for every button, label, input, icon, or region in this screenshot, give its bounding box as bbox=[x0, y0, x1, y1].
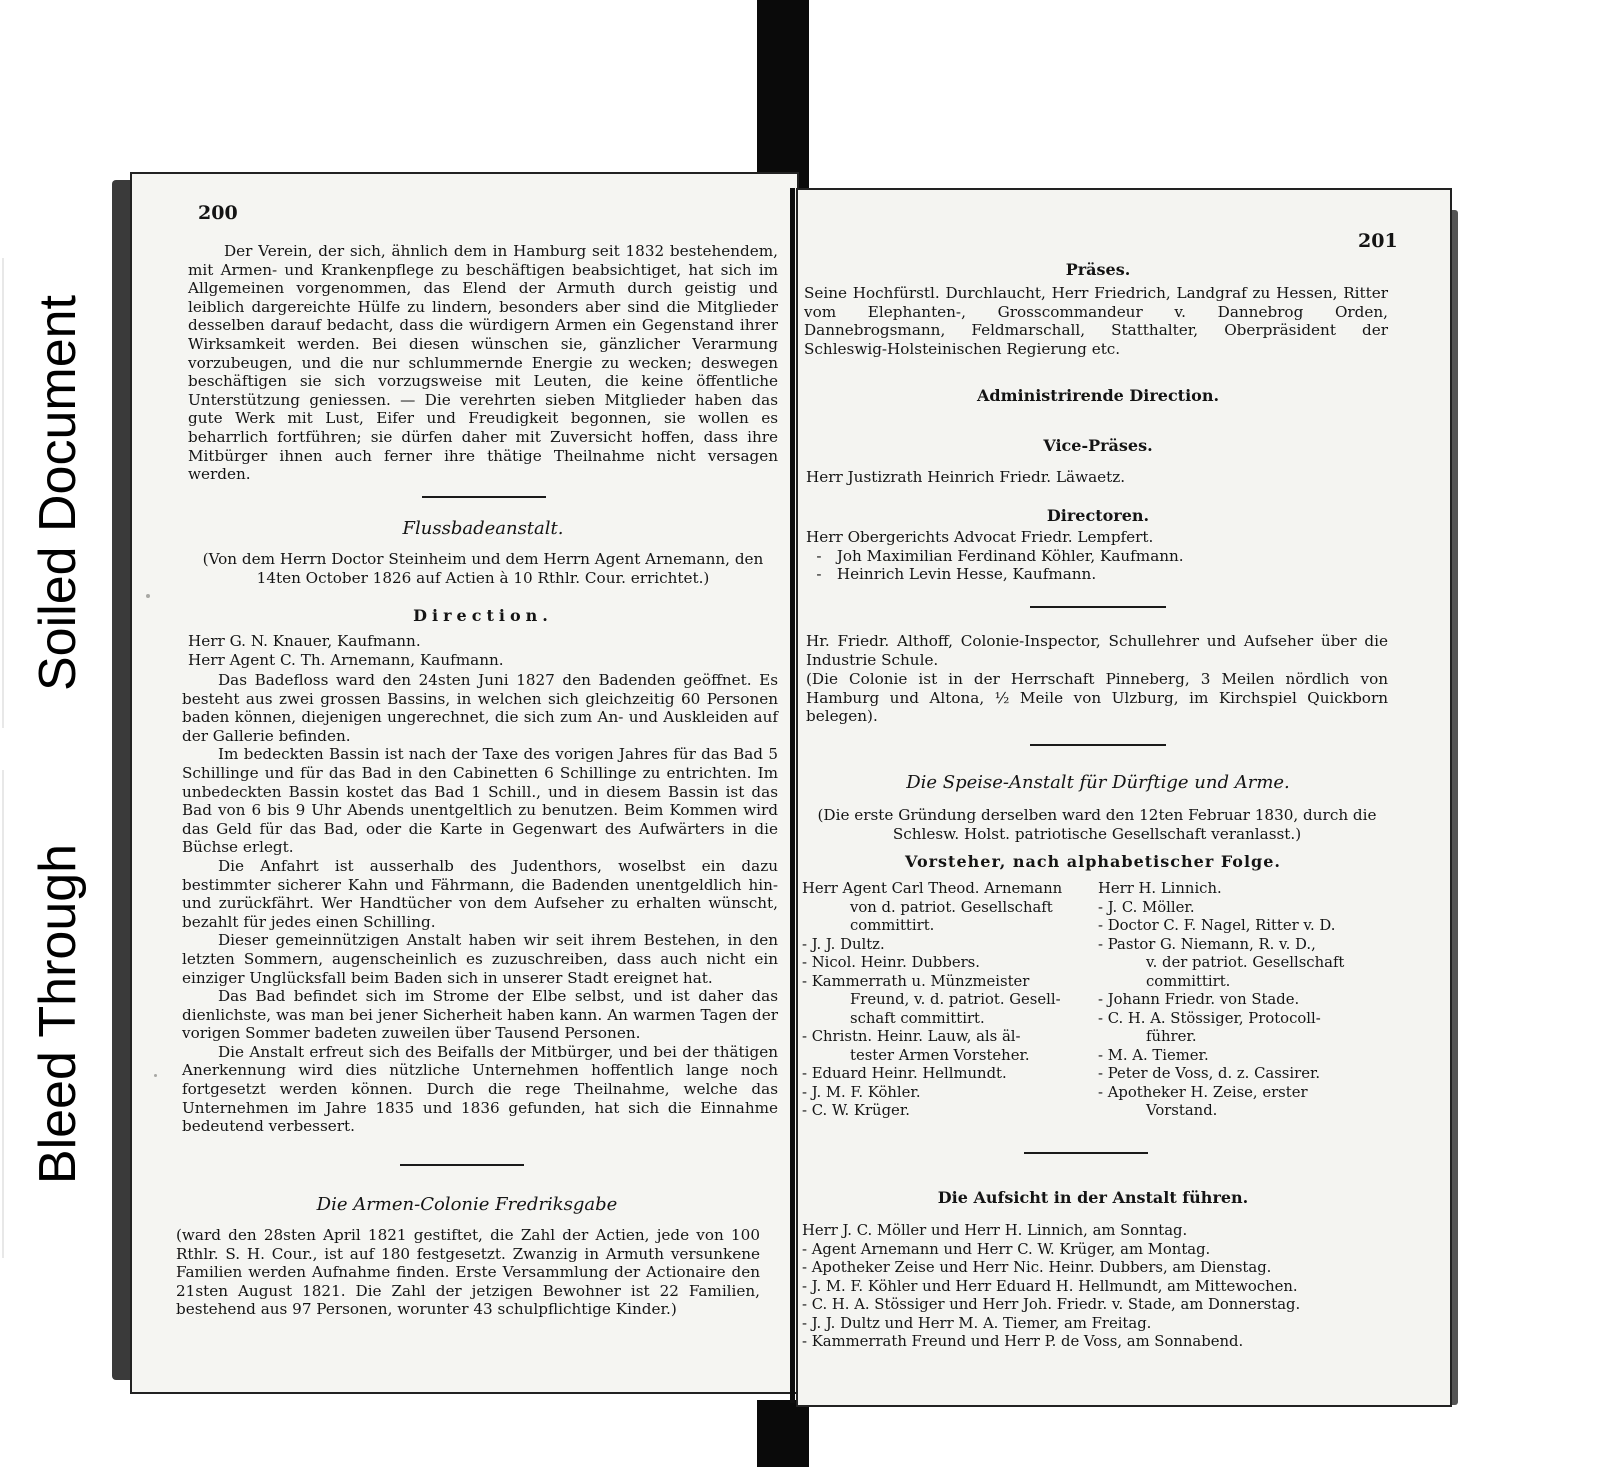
flussbadeanstalt-founding bbox=[188, 550, 778, 587]
speise-anstalt-founding-text: (Die erste Gründung derselben ward den 12ten Februar 1830, durch die Schlesw. Holst. patriotische Gesellschaft veranlasst.) bbox=[817, 806, 1377, 843]
book-binding bbox=[790, 188, 795, 1403]
althoff-entry bbox=[806, 632, 1388, 669]
section-divider bbox=[1030, 744, 1166, 746]
directoren-member: Herr Obergerichts Advocat Friedr. Lempfert. bbox=[806, 528, 1154, 546]
section-divider bbox=[1024, 1152, 1148, 1154]
aufsicht-entry: - Apotheker Zeise und Herr Nic. Heinr. Dubbers, am Dienstag. bbox=[802, 1259, 1272, 1276]
section-title-vorsteher: Vorsteher, nach alphabetischer Folge. bbox=[905, 852, 1281, 871]
section-title-aufsicht: Die Aufsicht in der Anstalt führen. bbox=[937, 1188, 1249, 1207]
vorsteher-entry: - Pastor G. Niemann, R. v. D., bbox=[1098, 935, 1316, 953]
page-number: 201 bbox=[1358, 230, 1398, 252]
vorsteher-entry: - Nicol. Heinr. Dubbers. bbox=[802, 954, 980, 971]
section-title-praeses: Präses. bbox=[1065, 260, 1131, 279]
vorsteher-entry: - M. A. Tiemer. bbox=[1098, 1046, 1209, 1064]
vorsteher-entry: Freund, v. d. patriot. Gesell- bbox=[850, 991, 1061, 1008]
vorsteher-entry: - Apotheker H. Zeise, erster bbox=[1098, 1083, 1308, 1101]
vorsteher-entry: committirt. bbox=[1146, 972, 1231, 990]
ditto-dash: - bbox=[816, 565, 822, 584]
vorsteher-entry: - J. M. F. Köhler. bbox=[802, 1083, 921, 1101]
vorsteher-entry: Herr Agent Carl Theod. Arnemann bbox=[802, 880, 1063, 897]
directoren-list bbox=[806, 528, 1184, 584]
praeses-text bbox=[804, 284, 1388, 358]
direction-member: Herr G. N. Knauer, Kaufmann. bbox=[188, 632, 421, 650]
vorsteher-entry: führer. bbox=[1146, 1028, 1197, 1045]
vorsteher-entry: Vorstand. bbox=[1146, 1102, 1218, 1119]
vorsteher-entry: committirt. bbox=[850, 917, 935, 934]
aufsicht-entry: - C. H. A. Stössiger und Herr Joh. Friedr. v. Stade, am Donnerstag. bbox=[802, 1296, 1301, 1313]
directoren-member bbox=[806, 565, 1184, 584]
vorsteher-entry: - J. C. Möller. bbox=[1098, 898, 1195, 916]
bleed-through-text: Bleed Through bbox=[29, 843, 87, 1185]
intro-paragraph bbox=[188, 242, 778, 484]
aufsicht-entry: - J. M. F. Köhler und Herr Eduard H. Hellmundt, am Mittewochen. bbox=[802, 1277, 1298, 1295]
colonie-location-text: (Die Colonie ist in der Herrschaft Pinneberg, 3 Meilen nördlich von Hamburg und Altona, ½ Meile von Ulzburg, im Kirchspiel Quickborn belegen). bbox=[806, 670, 1388, 726]
vorsteher-entry: - Kammerrath u. Münzmeister bbox=[802, 972, 1030, 990]
gutter-bar-bottom bbox=[757, 1400, 809, 1467]
page-soil-speck bbox=[146, 594, 150, 598]
section-title-flussbadeanstalt: Flussbadeanstalt. bbox=[402, 518, 564, 539]
body-paragraph: Das Badefloss ward den 24sten Juni 1827 den Badenden geöffnet. Es besteht aus zwei grossen Bassins, in welchen sich gleichzeitig 60 Personen baden können, diejenigen ungerechnet, die sich zum An- und Auskleiden auf der Gallerie befinden. bbox=[182, 671, 778, 745]
aufsicht-entry: Herr J. C. Möller und Herr H. Linnich, am Sonntag. bbox=[802, 1222, 1188, 1239]
page-soil-speck bbox=[154, 1074, 157, 1077]
direction-member: Herr Agent C. Th. Arnemann, Kaufmann. bbox=[188, 650, 504, 669]
vorsteher-entry: von d. patriot. Gesellschaft bbox=[850, 898, 1053, 916]
directoren-member bbox=[806, 547, 1184, 566]
vorsteher-list-right bbox=[1098, 880, 1398, 1121]
vice-praeses-entry: Herr Justizrath Heinrich Friedr. Läwaetz. bbox=[806, 468, 1126, 486]
aufsicht-entry: - J. J. Dultz und Herr M. A. Tiemer, am Freitag. bbox=[802, 1314, 1152, 1332]
gutter-bar-top bbox=[757, 0, 809, 188]
vorsteher-list-left bbox=[802, 880, 1102, 1121]
armen-colonie-paragraph: (ward den 28sten April 1821 gestiftet, die Zahl der Actien, jede von 100 Rthlr. S. H. Cour., ist auf 180 festgesetzt. Zwanzig in Armuth versunkene Familien werden Aufnahme finden. Erste Versammlung der Actionaire den 21sten August 1821. Die Zahl der jetzigen Bewohner ist 22 Familien, bestehend aus 97 Personen, worunter 43 schulpflichtige Kinder.) bbox=[176, 1226, 760, 1319]
speise-anstalt-founding bbox=[806, 806, 1388, 843]
section-title-speise-anstalt: Die Speise-Anstalt für Dürftige und Arme. bbox=[906, 772, 1290, 793]
armen-colonie-text bbox=[176, 1226, 760, 1319]
page-number: 200 bbox=[198, 202, 238, 224]
section-divider bbox=[422, 496, 546, 498]
aufsicht-entry: - Kammerrath Freund und Herr P. de Voss, am Sonnabend. bbox=[802, 1333, 1244, 1350]
section-title-administrirende-direction: Administrirende Direction. bbox=[976, 386, 1220, 405]
althoff-text: Hr. Friedr. Althoff, Colonie-Inspector, Schullehrer und Aufseher über die Industrie Schule. bbox=[806, 632, 1388, 669]
praeses-paragraph: Seine Hochfürstl. Durchlaucht, Herr Friedrich, Landgraf zu Hessen, Ritter vom Elephanten-, Grosscommandeur v. Dannebrog Orden, Dannebrogsmann, Feldmarschall, Statthalter, Oberpräsident der Schleswig-Holsteinischen Regierung etc. bbox=[804, 284, 1388, 358]
aufsicht-entry: - Agent Arnemann und Herr C. W. Krüger, am Montag. bbox=[802, 1240, 1211, 1258]
flussbadeanstalt-founding-text: (Von dem Herrn Doctor Steinheim und dem Herrn Agent Arnemann, den 14ten October 1826 auf Actien à 10 Rthlr. Cour. errichtet.) bbox=[202, 550, 764, 587]
body-paragraph: Die Anfahrt ist ausserhalb des Judenthors, woselbst ein dazu bestimmter sicherer Kahn und Fährmann, die Badenden unentgeldlich hin- und zurückfährt. Wer Handtücher von dem Aufseher zu erhalten wünscht, bezahlt für jedes einen Schilling. bbox=[182, 856, 778, 931]
vorsteher-entry: - Peter de Voss, d. z. Cassirer. bbox=[1098, 1065, 1321, 1082]
section-title-directoren: Directoren. bbox=[1046, 506, 1150, 525]
left-page bbox=[130, 172, 799, 1394]
section-title-direction: Direction. bbox=[413, 606, 553, 625]
vorsteher-entry: schaft committirt. bbox=[850, 1009, 985, 1027]
bleed-through-label bbox=[2, 770, 112, 1258]
body-paragraph: Die Anstalt erfreut sich des Beifalls der Mitbürger, und bei der thätigen Anerkennung wird dies nützliche Unternehmen hoffentlich lange noch fortgesetzt werden können. Durch die rege Theilnahme, welche das Unternehmen im Jahre 1835 und 1836 gefunden, hat sich die Einnahme bedeutend verbessert. bbox=[182, 1042, 778, 1136]
vorsteher-entry: - C. W. Krüger. bbox=[802, 1102, 910, 1119]
direction-list bbox=[188, 632, 778, 669]
soiled-document-label bbox=[2, 258, 112, 728]
body-paragraph: Im bedeckten Bassin ist nach der Taxe des vorigen Jahres für das Bad 5 Schillinge und für das Bad in den Cabinetten 6 Schillinge zu entrichten. Im unbedeckten Bassin kostet das Bad 1 Schill., und in diesem Bassin ist das Bad von 6 bis 9 Uhr Abends unentgeltlich zu benutzen. Beim Kommen wird das Geld für das Bad, oder die Karte in Gegenwart des Aufwärters in die Büchse erlegt. bbox=[182, 745, 778, 857]
intro-text: Der Verein, der sich, ähnlich dem in Hamburg seit 1832 bestehendem, mit Armen- und Krankenpflege zu beschäftigen beabsichtiget, hat sich im Allgemeinen vorgenommen, das Elend der Armuth durch geistig und leiblich dargereichte Hülfe zu lindern, besonders aber sind die Mitglieder desselben darauf bedacht, dass die würdigern Armen ein Gegenstand ihrer Wirksamkeit werden. Bei diesen wünschen sie, gänzlicher Verarmung vorzubeugen, und die nur schlummernde Energie zu wecken; deswegen beschäftigen sie sich vorzugsweise mit Leuten, die keine öffentliche Unterstützung geniessen. — Die verehrten sieben Mitglieder haben das gute Werk mit Lust, Eifer und Freudigkeit begonnen, sie wollen es beharrlich fortführen; sie dürfen daher mit Zuversicht hoffen, dass ihre Mitbürger ihnen auch ferner ihre thätige Theilnahme nicht versagen werden. bbox=[188, 242, 778, 484]
ditto-dash: - bbox=[816, 546, 822, 565]
section-title-vice-praeses: Vice-Präses. bbox=[1043, 436, 1153, 455]
vorsteher-entry: tester Armen Vorsteher. bbox=[850, 1046, 1030, 1064]
vorsteher-entry: Herr H. Linnich. bbox=[1098, 880, 1222, 897]
vorsteher-entry: - Doctor C. F. Nagel, Ritter v. D. bbox=[1098, 917, 1336, 934]
aufsicht-list bbox=[802, 1222, 1392, 1352]
vorsteher-entry: - Johann Friedr. von Stade. bbox=[1098, 991, 1300, 1008]
section-divider bbox=[400, 1164, 524, 1166]
vorsteher-entry: - Eduard Heinr. Hellmundt. bbox=[802, 1065, 1007, 1082]
vorsteher-entry: - Christn. Heinr. Lauw, als äl- bbox=[802, 1028, 1021, 1045]
soiled-document-text: Soiled Document bbox=[29, 295, 87, 691]
directoren-member-name: Heinrich Levin Hesse, Kaufmann. bbox=[836, 565, 1097, 584]
colonie-location-note bbox=[806, 670, 1388, 726]
section-title-armen-colonie: Die Armen-Colonie Fredriksgabe bbox=[316, 1194, 618, 1215]
directoren-member-name: Joh Maximilian Ferdinand Köhler, Kaufmann. bbox=[836, 546, 1184, 565]
vorsteher-entry: - C. H. A. Stössiger, Protocoll- bbox=[1098, 1009, 1321, 1027]
vorsteher-entry: - J. J. Dultz. bbox=[802, 935, 885, 953]
vorsteher-entry: v. der patriot. Gesellschaft bbox=[1146, 954, 1345, 971]
section-divider bbox=[1030, 606, 1166, 608]
body-paragraph: Dieser gemeinnützigen Anstalt haben wir seit ihrem Bestehen, in den letzten Sommern, augenscheinlich es zuzuschreiben, dass auch nicht ein einziger Unglücksfall beim Baden sich in unserer Stadt ereignet hat. bbox=[182, 931, 778, 987]
body-paragraph: Das Bad befindet sich im Strome der Elbe selbst, und ist daher das dienlichste, was man bei jener Sicherheit haben kann. An warmen Tagen der vorigen Sommer badeten zuweilen über Tausend Personen. bbox=[182, 987, 778, 1043]
badeanstalt-body bbox=[182, 671, 778, 1136]
right-page bbox=[796, 188, 1452, 1407]
